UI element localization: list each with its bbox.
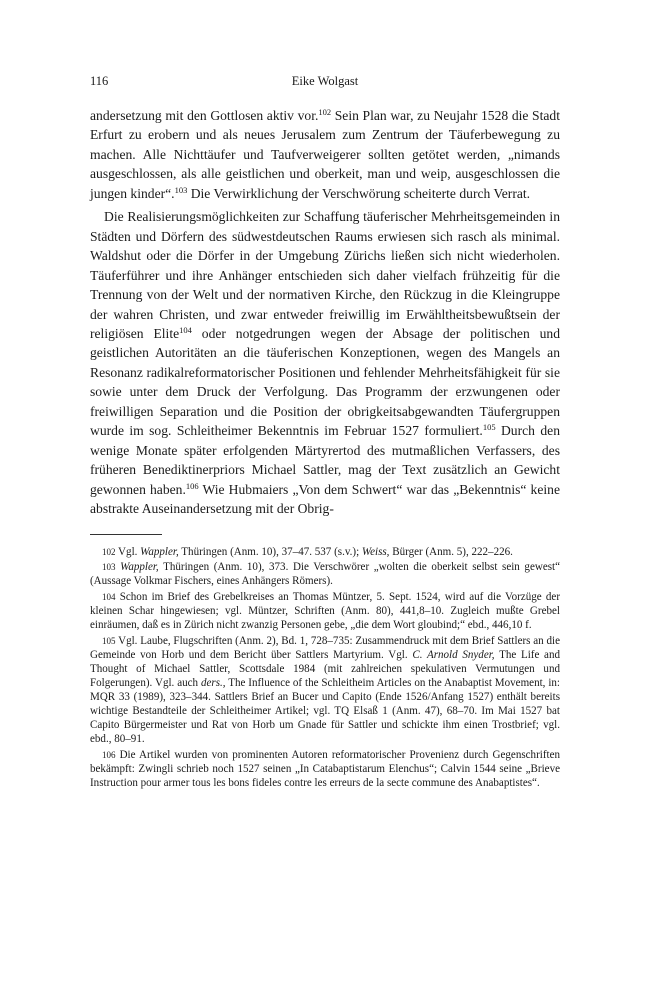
running-head (90, 74, 560, 92)
footnote-ref-105: 105 (482, 422, 496, 433)
footnote-separator (90, 534, 162, 535)
footnote-number: 102 (102, 546, 116, 557)
main-text (90, 106, 560, 519)
footnote-106: 106 Die Artikel wurden von prominenten Autoren reformatorischer Provenienz durch Gegenschriften bekämpft: Zwingli schrieb noch 1527 seinen „In Catabaptistarum Elenchus“; Calvin 1544 seine „Brieve Instruction pour armer tous les bons fideles contre les erreurs de la secte commune des Anabaptistes“. (90, 748, 560, 789)
page-number: 116 (90, 74, 109, 88)
footnote-ref-103: 103 (174, 184, 188, 195)
footnote-104: 104 Schon im Brief des Grebelkreises an Thomas Müntzer, 5. Sept. 1524, wird auf die Vorzüge der kleinen Schar hingewiesen; vgl. Müntzer, Schriften (Anm. 80), 441,8–10. Zugleich mußte Grebel einräumen, daß es in Zürich nicht zwanzig Personen gebe, „die dem Wort gloubind;“ ebd., 446,10 f. (90, 591, 560, 632)
book-page (90, 74, 560, 793)
paragraph-2: Die Realisierungsmöglichkeiten zur Schaffung täuferischer Mehrheitsgemeinden in Städten und Dörfern des südwestdeutschen Raums erwiesen sich rasch als minimal. Waldshut oder die Dörfer in der Umgebung Zürichs ließen sich nicht wiederholen. Täuferführer und ihre Anhänger entschieden sich daher vielfach frühzeitig für die Trennung von der Welt und der normativen Kirche, den Rückzug in die Kleingruppe der wahren Christen, und zwar entweder freiwillig im Erwähltheitsbewußtsein der religiösen Elite$^{104}$ oder notgedrungen wegen der Absage der politischen und geistlichen Autoritäten an die täuferischen Konzeptionen, wegen des Mangels an Resonanz radikalreformatorischer Positionen und fehlender Mehrheitsfähigkeit für sie sowie unter dem Druck der Verfolgung. Das Programm der erzwungenen oder freiwilligen Separation und die Position der obrigkeitsabgewandten Täufergruppen wurde im sog. Schleitheimer Bekenntnis im Februar 1527 formuliert.$^{105}$ Durch den wenige Monate später erfolgenden Märtyrertod des mutmaßlichen Verfassers, des früheren Benediktinerpriors Michael Sattler, mag der Text zusätzlich an Gewicht gewonnen haben.$^{106}$ Wie Hubmaiers „Von dem Schwert“ war das „Bekenntnis“ keine abstrakte Auseinandersetzung mit der Obrig- (90, 209, 561, 517)
footnotes (90, 546, 560, 791)
running-title: Eike Wolgast (291, 74, 359, 88)
footnote-number: 103 (102, 562, 116, 573)
footnote-number: 106 (102, 749, 116, 760)
footnote-102: 102 Vgl. Wappler, Thüringen (Anm. 10), 37–47. 537 (s.v.); Weiss, Bürger (Anm. 5), 222–226. (102, 545, 513, 558)
footnote-105: 105 Vgl. Laube, Flugschriften (Anm. 2), Bd. 1, 728–735: Zusammendruck mit dem Brief Sattlers an die Gemeinde von Horb und dem Bericht über Sattlers Martyrium. Vgl. C. Arnold Snyder, The Life and Thought of Michael Sattler, Scottsdale 1984 (mit zahlreichen spekulativen Vermutungen und Folgerungen). Vgl. auch ders., The Influence of the Schleitheim Articles on the Anabaptist Movement, in: MQR 33 (1989), 323–344. Sattlers Brief an Bucer und Capito (Ende 1526/Anfang 1527) enthält bereits wichtige Bestandteile der Schleitheimer Artikel; vgl. TQ Elsaß 1 (Anm. 47), 68–70. Im Mai 1527 bat Capito Bürgermeister und Rat von Horb um Gnade für Sattler und schickte ihm einen Trostbrief; vgl. ebd., 80–91. (90, 635, 560, 745)
footnote-ref-102: 102 (318, 107, 332, 117)
footnote-ref-106: 106 (185, 480, 199, 491)
footnote-number: 105 (102, 636, 116, 647)
paragraph-1: andersetzung mit den Gottlosen aktiv vor.$^{102}$ Sein Plan war, zu Neujahr 1528 die Stadt Erfurt zu erobern und als neues Jerusalem zum Zentrum der Täuferbewegung zu machen. Alle Nichttäufer und Taufverweigerer sollten getötet werden, „nimands ausgeschlossen, als alle geistlichen und oberkeit, man und weip, ausgeschlossen die jungen kinder“.$^{103}$ Die Verwirklichung der Verschwörung scheiterte durch Verrat. (90, 107, 560, 201)
footnote-number: 104 (102, 592, 116, 603)
footnote-ref-104: 104 (179, 324, 192, 335)
footnote-103: 103 Wappler, Thüringen (Anm. 10), 373. Die Verschwörer „wolten die oberkeit selbst sein gewest“ (Aussage Volkmar Fischers, eines Anhängers Römers). (90, 561, 561, 588)
